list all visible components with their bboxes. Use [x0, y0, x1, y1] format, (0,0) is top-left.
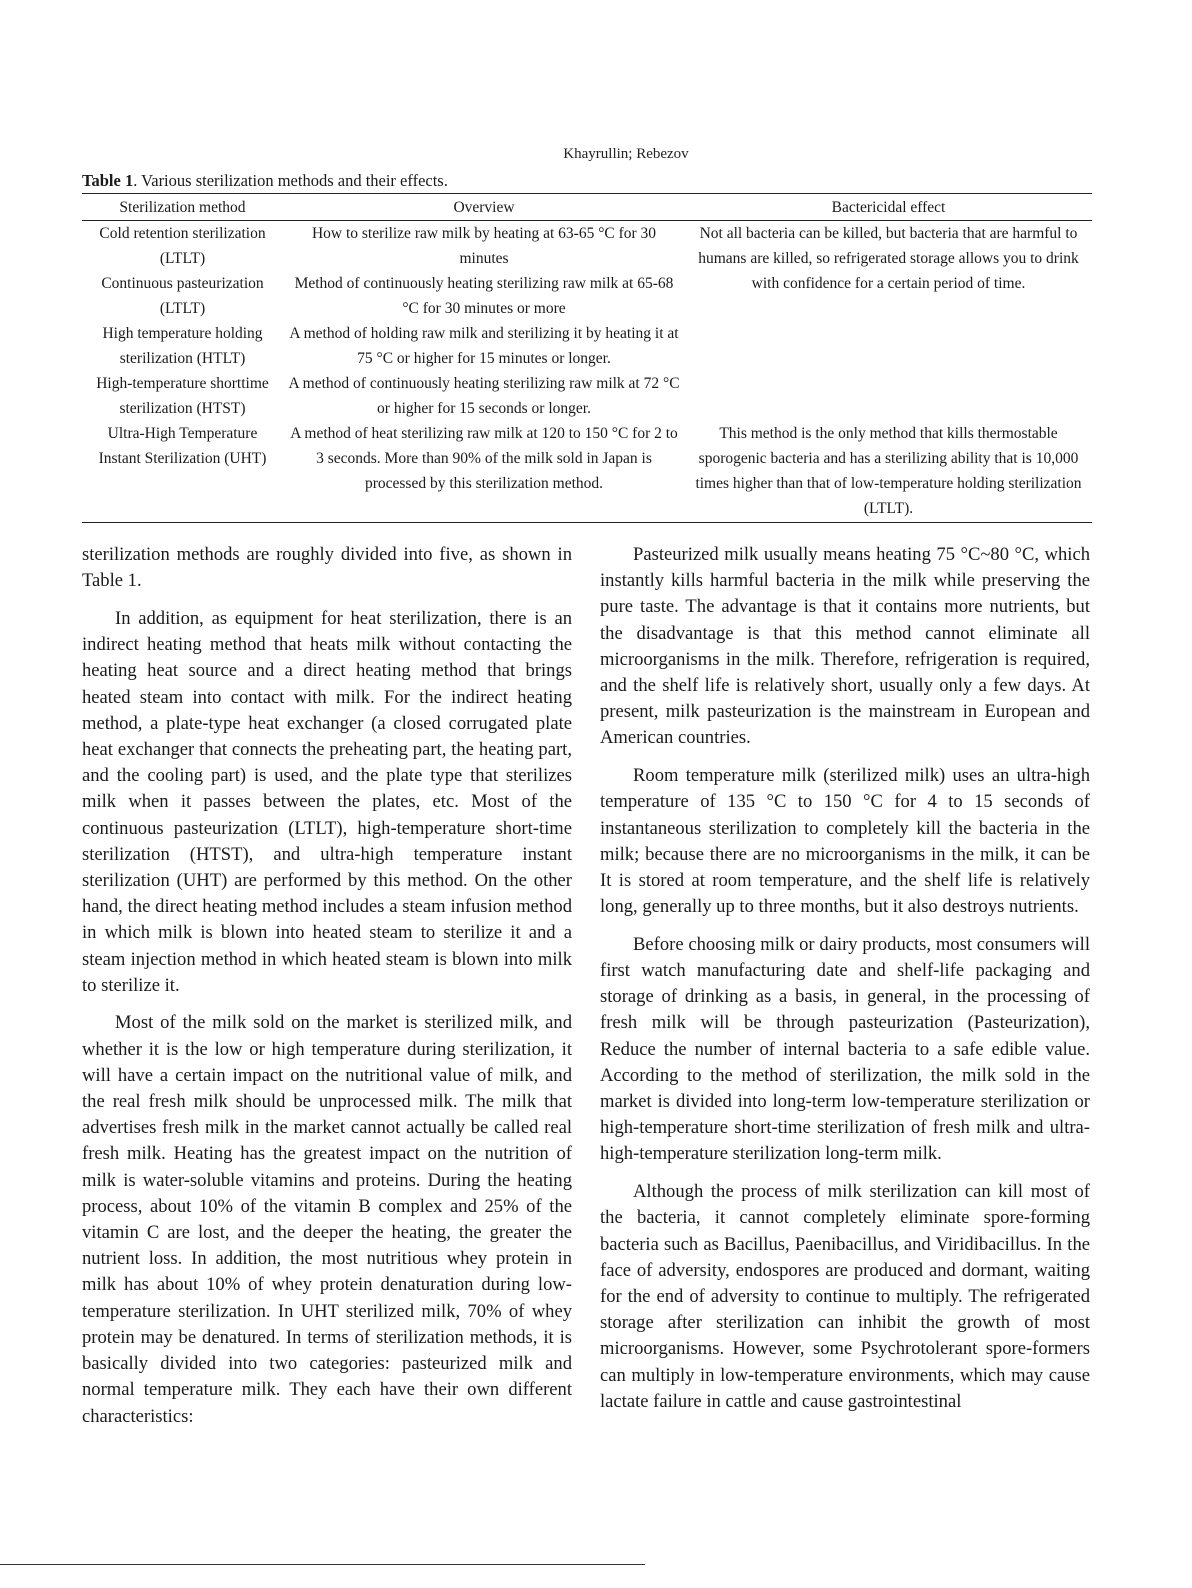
body-paragraph: Room temperature milk (sterilized milk) uses an ultra-high temperature of 135 °C to 150 °C for 4 to 15 seconds of instantaneous sterilization to completely kill the bacteria in the milk; because there are no microorganisms in the milk, it can be It is stored at room temperature, and the shelf life is relatively long, generally up to three months, but it also destroys nutrients. [600, 765, 1090, 918]
table-row [82, 421, 1092, 523]
left-column [82, 542, 572, 1441]
body-paragraph: sterilization methods are roughly divided into five, as shown in Table 1. [82, 544, 572, 592]
overview-cell: A method of heat sterilizing raw milk at 120 to 150 °C for 2 to 3 seconds. More than 90% of the milk sold in Japan is processed by this sterilization method. [283, 421, 685, 523]
table-row [82, 221, 1092, 272]
table-header-row [82, 194, 1092, 221]
overview-cell: How to sterilize raw milk by heating at 63-65 °C for 30 minutes [311, 225, 657, 267]
header-overview: Overview [283, 194, 685, 221]
body-paragraph: In addition, as equipment for heat sterilization, there is an indirect heating method that heats milk without contacting the heating heat source and a direct heating method that brings heated steam into contact with milk. For the indirect heating method, a plate-type heat exchanger (a closed corrugated plate heat exchanger that connects the preheating part, the heating part, and the cooling part) is used, and the plate type that sterilizes milk when it passes between the plates, etc. Most of the continuous pasteurization (LTLT), high-temperature short-time sterilization (HTST), and ultra-high temperature instant sterilization (UHT) are performed by this method. On the other hand, the direct heating method includes a steam infusion method in which milk is blown into heated steam to sterilize it and a steam injection method in which heated steam is blown into milk to sterilize it. [82, 607, 572, 996]
effect-cell: This method is the only method that kills thermostable sporogenic bacteria and has a sterilizing ability that is 10,000 times higher than that of low-temperature holding sterilization (LTLT). [685, 421, 1092, 523]
sterilization-methods-table [82, 193, 1092, 523]
method-cell: Cold retention sterilization (LTLT) [99, 225, 266, 267]
overview-cell: Method of continuously heating sterilizing raw milk at 65-68 °C for 30 minutes or more [294, 275, 674, 317]
body-paragraph: Most of the milk sold on the market is sterilized milk, and whether it is the low or high temperature during sterilization, it will have a certain impact on the nutritional value of milk, and the real fresh milk should be unprocessed milk. The milk that advertises fresh milk in the market cannot actually be called real fresh milk. Heating has the greatest impact on the nutrition of milk is water-soluble vitamins and proteins. During the heating process, about 10% of the vitamin B complex and 25% of the vitamin C are lost, and the deeper the heating, the greater the nutrient loss. In addition, the most nutritious whey protein in milk has about 10% of whey protein denaturation during low-temperature sterilization. In UHT sterilized milk, 70% of whey protein may be denatured. In terms of sterilization methods, it is basically divided into two categories: pasteurized milk and normal temperature milk. They each have their own different characteristics: [82, 1012, 572, 1427]
method-cell: High temperature holding sterilization (HTLT) [102, 325, 263, 367]
right-column [600, 542, 1090, 1427]
table-caption-label: Table 1 [82, 171, 134, 190]
method-cell: Ultra-High Temperature Instant Sterilization (UHT) [82, 421, 283, 523]
header-sterilization-method: Sterilization method [82, 194, 283, 221]
header-bactericidal-effect: Bactericidal effect [685, 194, 1092, 221]
running-header: Khayrullin; Rebezov [563, 146, 689, 162]
body-paragraph: Before choosing milk or dairy products, most consumers will first watch manufacturing date and shelf-life packaging and storage of drinking as a basis, in general, in the processing of fresh milk will be through pasteurization (Pasteurization), Reduce the number of internal bacteria to a safe edible value. According to the method of sterilization, the milk sold in the market is divided into long-term low-temperature sterilization or high-temperature short-time sterilization of fresh milk and ultra-high-temperature sterilization long-term milk. [600, 933, 1090, 1165]
table-caption [82, 171, 448, 191]
overview-cell: A method of continuously heating sterilizing raw milk at 72 °C or higher for 15 seconds or longer. [288, 375, 680, 417]
overview-cell: A method of holding raw milk and sterilizing it by heating it at 75 °C or higher for 15 minutes or longer. [289, 325, 679, 367]
effect-cell: Not all bacteria can be killed, but bacteria that are harmful to humans are killed, so refrigerated storage allows you to drink with confidence for a certain period of time. [698, 225, 1079, 292]
body-paragraph: Although the process of milk sterilization can kill most of the bacteria, it cannot completely eliminate spore-forming bacteria such as Bacillus, Paenibacillus, and Viridibacillus. In the face of adversity, endospores are produced and dormant, waiting for the end of adversity to continue to multiply. The refrigerated storage after sterilization can inhibit the growth of most microorganisms. However, some Psychrotolerant spore-formers can multiply in low-temperature environments, which may cause lactate failure in cattle and cause gastrointestinal [600, 1181, 1090, 1412]
table-caption-text: . Various sterilization methods and their effects. [133, 171, 448, 190]
footer-rule [0, 1564, 645, 1565]
body-paragraph: Pasteurized milk usually means heating 75 °C~80 °C, which instantly kills harmful bacteria in the milk while preserving the pure taste. The advantage is that it contains more nutrients, but the disadvantage is that this method cannot eliminate all microorganisms in the milk. Therefore, refrigeration is required, and the shelf life is relatively short, usually only a few days. At present, milk pasteurization is the mainstream in European and American countries. [600, 544, 1090, 749]
method-cell: High-temperature shorttime sterilization (HTST) [96, 375, 269, 417]
method-cell: Continuous pasteurization (LTLT) [101, 275, 264, 317]
